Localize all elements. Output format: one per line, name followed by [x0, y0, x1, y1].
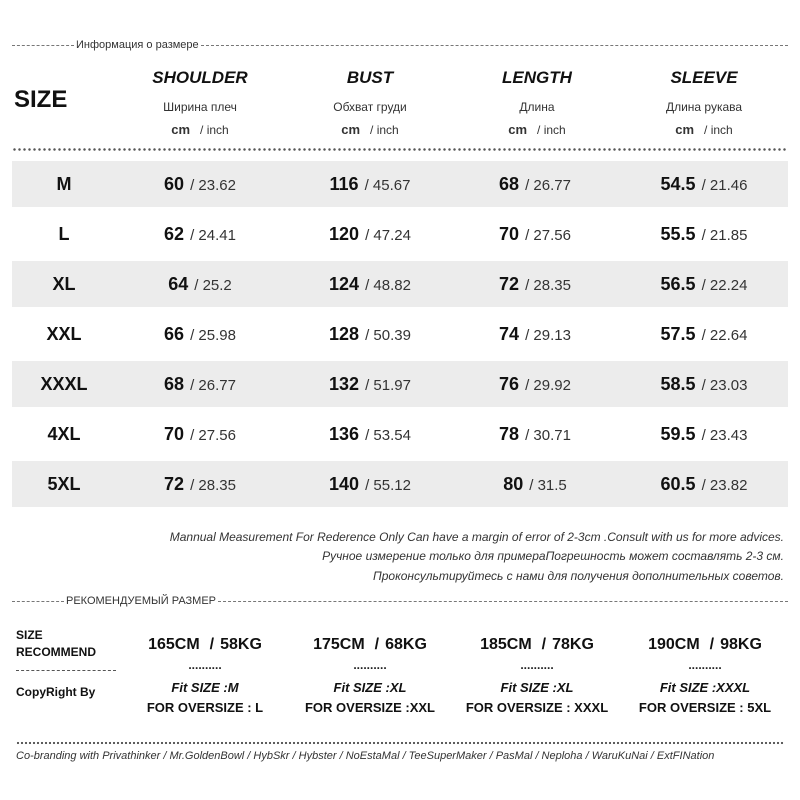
size-label: 4XL: [47, 424, 81, 444]
measurement-cell: [455, 361, 615, 407]
height-weight: 190CM / 98KG: [648, 636, 762, 653]
cm-value: 55.5: [660, 224, 696, 244]
size-info-section-label: Информация о размере: [12, 38, 788, 52]
cm-value: 68: [164, 374, 185, 394]
table-row: [12, 311, 788, 357]
measurement-cell: [120, 361, 280, 407]
table-row: [12, 211, 788, 257]
cm-value: 124: [329, 274, 360, 294]
measurement-note-en: Mannual Measurement For Rederence Only Can have a margin of error of 2-3cm .Consult with us for more advices.: [169, 530, 784, 544]
size-label: XXXL: [40, 374, 88, 394]
cm-value: 70: [164, 424, 185, 444]
cm-value: 80: [503, 474, 524, 494]
inch-value: / 48.82: [365, 277, 411, 294]
cm-value: 128: [329, 324, 360, 344]
inch-value: / 45.67: [364, 177, 411, 194]
cm-value: 62: [164, 224, 185, 244]
length-unit-label: cm / inch: [508, 122, 566, 137]
inch-value: / 31.5: [529, 477, 567, 494]
fit-size: Fit SIZE :M: [171, 680, 239, 695]
size-recommend-label: SIZE RECOMMEND: [16, 628, 96, 659]
shoulder-header-ru: Ширина плеч: [163, 100, 237, 114]
measurement-cell: [624, 311, 784, 357]
cm-value: 76: [499, 374, 520, 394]
recommendation-item: [620, 636, 790, 720]
inch-value: / 26.77: [190, 377, 236, 394]
oversize-size: FOR OVERSIZE : 5XL: [638, 700, 772, 715]
header-divider: [12, 147, 788, 152]
sleeve-unit-label: cm / inch: [675, 122, 733, 137]
fit-size: Fit SIZE :XL: [500, 680, 574, 695]
measurement-cell: [455, 161, 615, 207]
size-label: 5XL: [47, 474, 81, 494]
inch-value: / 23.62: [190, 177, 236, 194]
cm-value: 120: [329, 224, 360, 244]
sleeve-column-header: [624, 68, 784, 137]
cm-value: 60: [164, 174, 185, 194]
cm-value: 56.5: [660, 274, 696, 294]
recommend-section-label: РЕКОМЕНДУЕМЫЙ РАЗМЕР: [12, 594, 788, 608]
length-column-header: [457, 68, 617, 137]
inch-value: / 22.24: [701, 277, 748, 294]
footer-divider: [16, 741, 784, 745]
measurement-cell: [624, 261, 784, 307]
measurement-cell: [290, 211, 450, 257]
size-label: L: [58, 224, 70, 244]
measurement-cell: [290, 361, 450, 407]
oversize-size: FOR OVERSIZE : XXXL: [465, 700, 609, 715]
measurement-cell: [455, 211, 615, 257]
inch-value: / 53.54: [365, 427, 411, 444]
cm-value: 136: [329, 424, 360, 444]
length-header-en: LENGTH: [502, 68, 572, 87]
length-header-ru: Длина: [519, 100, 555, 114]
cm-value: 72: [499, 274, 520, 294]
measurement-cell: [120, 211, 280, 257]
inch-value: / 50.39: [365, 327, 411, 344]
measurement-cell: [455, 461, 615, 507]
measurement-cell: [290, 461, 450, 507]
measurement-cell: [120, 411, 280, 457]
cm-value: 74: [499, 324, 520, 344]
measurement-cell: [120, 311, 280, 357]
size-label: XL: [52, 274, 76, 294]
measurement-cell: [120, 161, 280, 207]
consult-note-ru: Проконсультируйтесь с нами для получения дополнительных советов.: [373, 569, 784, 583]
inch-value: / 29.13: [525, 327, 571, 344]
cm-value: 68: [499, 174, 520, 194]
cm-value: 57.5: [660, 324, 696, 344]
copyright-label: CopyRight By: [16, 685, 96, 699]
bust-unit-label: cm / inch: [341, 122, 399, 137]
measurement-cell: [290, 261, 450, 307]
measurement-cell: [624, 361, 784, 407]
shoulder-column-header: [120, 68, 280, 137]
measurement-cell: [290, 411, 450, 457]
table-row: [12, 161, 788, 207]
inch-value: / 24.41: [190, 227, 236, 244]
measurement-cell: [290, 311, 450, 357]
inch-value: / 21.46: [701, 177, 748, 194]
cm-value: 59.5: [660, 424, 696, 444]
oversize-size: FOR OVERSIZE : L: [146, 700, 264, 715]
inch-value: / 55.12: [365, 477, 411, 494]
dotted-leader: ..........: [520, 658, 554, 672]
fit-size: Fit SIZE :XL: [333, 680, 407, 695]
cm-value: 78: [499, 424, 520, 444]
inch-value: / 25.2: [194, 277, 232, 294]
measurement-cell: [120, 461, 280, 507]
sleeve-header-en: SLEEVE: [670, 68, 738, 87]
height-weight: 175CM / 68KG: [313, 636, 427, 653]
cm-value: 72: [164, 474, 185, 494]
size-column-header: SIZE: [14, 86, 68, 113]
dotted-leader: ..........: [188, 658, 222, 672]
inch-value: / 23.43: [701, 427, 748, 444]
measurement-note-ru: Ручное измерение только для примераПогрешность может составлять 2-3 см.: [322, 549, 784, 563]
inch-value: / 22.64: [701, 327, 748, 344]
cm-value: 66: [164, 324, 185, 344]
inch-value: / 28.35: [190, 477, 236, 494]
table-row: [12, 411, 788, 457]
measurement-cell: [624, 461, 784, 507]
height-weight: 165CM / 58KG: [148, 636, 262, 653]
inch-value: / 27.56: [190, 427, 236, 444]
recommend-label-divider: [16, 670, 116, 671]
measurement-cell: [290, 161, 450, 207]
inch-value: / 23.03: [701, 377, 748, 394]
inch-value: / 47.24: [365, 227, 411, 244]
table-row: [12, 361, 788, 407]
inch-value: / 21.85: [701, 227, 748, 244]
shoulder-header-en: SHOULDER: [152, 68, 248, 87]
inch-value: / 26.77: [525, 177, 571, 194]
sleeve-header-ru: Длина рукава: [665, 100, 743, 114]
measurement-cell: [624, 211, 784, 257]
recommendation-item: [120, 636, 290, 720]
height-weight: 185CM / 78KG: [480, 636, 594, 653]
inch-value: / 30.71: [525, 427, 571, 444]
measurement-cell: [120, 261, 280, 307]
measurement-cell: [455, 411, 615, 457]
inch-value: / 29.92: [525, 377, 571, 394]
bust-header-en: BUST: [346, 68, 394, 87]
cm-value: 140: [329, 474, 360, 494]
table-row: [12, 261, 788, 307]
bust-column-header: [290, 68, 450, 137]
inch-value: / 51.97: [365, 377, 411, 394]
size-label: M: [56, 174, 72, 194]
oversize-size: FOR OVERSIZE :XXL: [304, 700, 435, 715]
cm-value: 116: [329, 174, 359, 194]
cm-value: 132: [329, 374, 360, 394]
inch-value: / 25.98: [190, 327, 236, 344]
bust-header-ru: Обхват груди: [333, 100, 407, 114]
inch-value: / 27.56: [525, 227, 571, 244]
cm-value: 54.5: [660, 174, 696, 194]
recommendation-item: [285, 636, 455, 720]
measurement-cell: [624, 411, 784, 457]
measurement-cell: [455, 311, 615, 357]
cm-value: 60.5: [660, 474, 696, 494]
shoulder-unit-label: cm / inch: [171, 122, 229, 137]
dotted-leader: ..........: [353, 658, 387, 672]
cm-value: 70: [499, 224, 520, 244]
cm-value: 64: [168, 274, 189, 294]
measurement-cell: [455, 261, 615, 307]
dotted-leader: ..........: [688, 658, 722, 672]
recommendation-item: [452, 636, 622, 720]
inch-value: / 23.82: [701, 477, 748, 494]
table-row: [12, 461, 788, 507]
measurement-cell: [624, 161, 784, 207]
fit-size: Fit SIZE :XXXL: [659, 680, 751, 695]
co-branding-credits: Co-branding with Privathinker / Mr.GoldenBowl / HybSkr / Hybster / NoEstaMal / TeeSuperMaker / PasMal / Neploha / WaruKuNai / ExtFINation: [16, 750, 715, 762]
inch-value: / 28.35: [525, 277, 571, 294]
cm-value: 58.5: [660, 374, 696, 394]
size-label: XXL: [46, 324, 82, 344]
